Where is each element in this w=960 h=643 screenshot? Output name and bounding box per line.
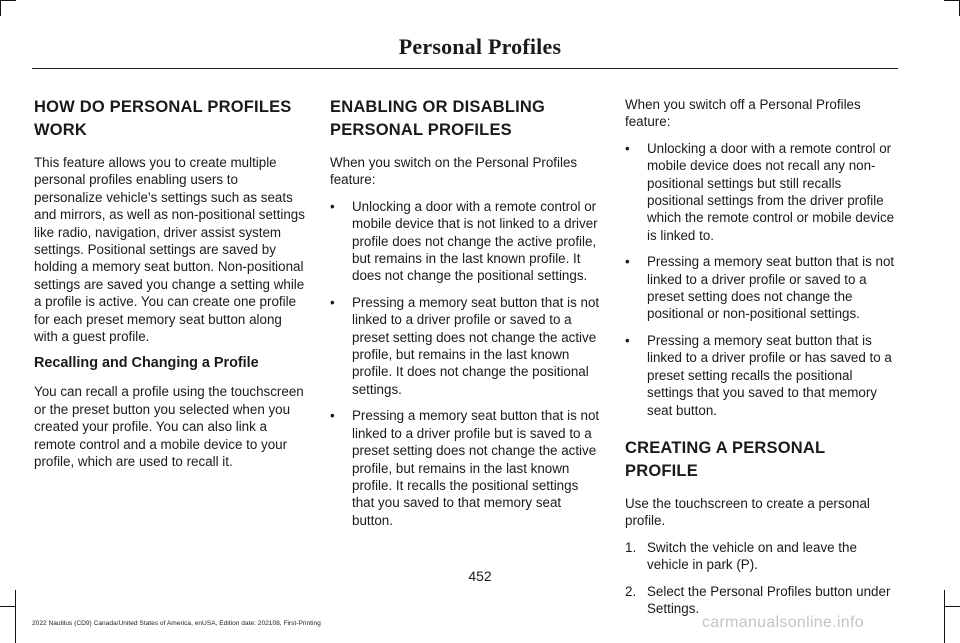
bullet-marker: •: [625, 140, 630, 156]
bullet-marker: •: [330, 408, 335, 424]
list-item: [330, 294, 600, 398]
paragraph: Use the touchscreen to create a personal profile.: [625, 495, 870, 529]
section-heading: ENABLING OR DISABLING PERSONAL PROFILES: [330, 98, 546, 139]
list-item-text: Switch the vehicle on and leave the vehicle in park (P).: [647, 539, 857, 573]
list-item-text: Select the Personal Profiles button under Settings.: [647, 583, 891, 616]
page-number: 452: [468, 568, 492, 584]
list-item: [625, 253, 897, 323]
bullet-list: [330, 198, 600, 529]
list-item: [625, 332, 897, 419]
section-heading: HOW DO PERSONAL PROFILES WORK: [34, 98, 292, 139]
step-number: 2.: [625, 583, 637, 599]
list-item-text: Pressing a memory seat button that is linked to a driver profile or has saved to a preset setting recalls the positional settings that you saved to that memory seat button.: [647, 332, 892, 418]
crop-mark: [944, 606, 960, 607]
watermark: carmanualsonline.info: [702, 614, 864, 631]
footer-edition-text: 2022 Nautilus (CD9) Canada/United States of America, enUSA, Edition date: 202108, First-Printing: [32, 620, 321, 627]
step-number: 1.: [625, 539, 637, 555]
list-item: [330, 198, 600, 285]
bullet-marker: •: [330, 198, 335, 214]
crop-mark: [0, 606, 16, 607]
bullet-marker: •: [330, 294, 335, 310]
subsection-heading: Recalling and Changing a Profile: [34, 355, 259, 372]
list-item-text: Pressing a memory seat button that is not linked to a driver profile but is saved to a preset setting does not change the active profile, but remains in the last known profile. It recalls the positional settings that you saved to that memory seat button.: [352, 408, 600, 528]
crop-mark: [944, 0, 960, 1]
column-middle: [330, 96, 600, 538]
list-item: [625, 140, 897, 244]
section-heading: CREATING A PERSONAL PROFILE: [625, 438, 825, 480]
paragraph: When you switch on the Personal Profiles feature:: [330, 155, 578, 188]
crop-mark: [0, 0, 1, 16]
column-right: [625, 96, 897, 626]
bullet-marker: •: [625, 332, 630, 348]
bullet-marker: •: [625, 254, 630, 270]
list-item-text: Pressing a memory seat button that is not linked to a driver profile or saved to a preset setting does not change the positional or non-positional settings.: [647, 254, 895, 322]
header-divider: [32, 68, 898, 69]
column-left: [34, 96, 306, 480]
page-title: Personal Profiles: [398, 34, 562, 59]
bullet-list: [625, 140, 897, 419]
paragraph: You can recall a profile using the touchscreen or the preset button you selected when you created your profile. You can also link a remote control and a mobile device to your profile, which are used to recall it.: [34, 384, 304, 470]
paragraph: This feature allows you to create multiple personal profiles enabling users to personalize vehicle’s settings such as seats and mirrors, as well as non-positional settings like radio, navigation, driver assist system settings. Positional settings are saved by holding a memory seat button. Non-positional settings are saved you change a setting while a profile is active. You can create one profile for each preset memory seat button along with a guest profile.: [34, 155, 305, 345]
list-item: [625, 583, 897, 618]
paragraph: When you switch off a Personal Profiles feature:: [625, 97, 861, 130]
list-item-text: Unlocking a door with a remote control or mobile device does not recall any non-positional settings but still recalls positional settings from the driver profile which the remote control or mobile device is linked to.: [647, 140, 895, 243]
crop-mark: [944, 590, 945, 643]
crop-mark: [15, 590, 16, 643]
list-item-text: Unlocking a door with a remote control or mobile device that is not linked to a driver profile does not change the active profile, but remains in the last known profile. It does not change the positional settings.: [352, 198, 598, 284]
list-item: [330, 407, 600, 529]
crop-mark: [0, 0, 16, 1]
list-item-text: Pressing a memory seat button that is not linked to a driver profile or saved to a preset setting does not change the active profile, but remains in the last known profile. It does not change the positional settings.: [352, 294, 600, 397]
